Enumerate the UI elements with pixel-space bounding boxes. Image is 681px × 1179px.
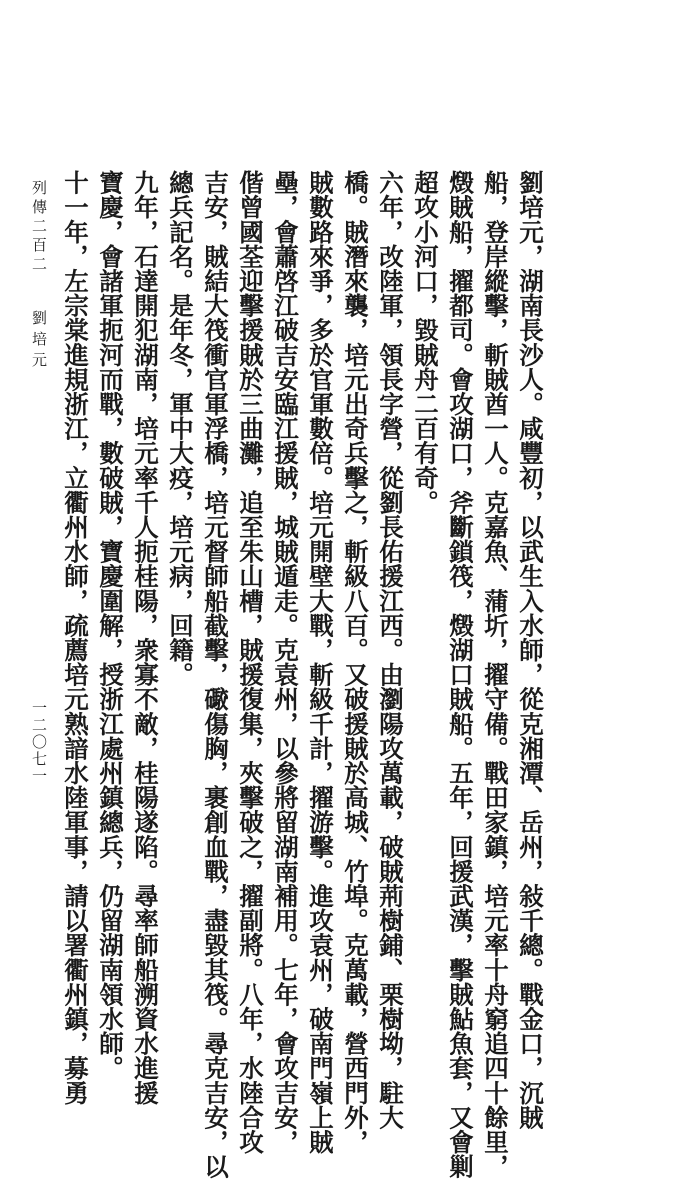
text-column-10: 吉安，賊結大筏衝官軍浮橋，培元督師船截擊，礮傷胸，裹創血戰，盡毀其筏。尋克吉安，以	[201, 170, 230, 1179]
text-column-14: 十一年，左宗棠進規浙江，立衢州水師，疏薦培元熟諳水陸軍事，請以署衢州鎮，募勇	[61, 170, 90, 1105]
text-column-11: 總兵記名。是年冬，軍中大疫，培元病，回籍。	[166, 170, 195, 687]
text-column-9: 偕曾國荃迎擊援賊於三曲灘，追至朱山槽，賊援復集，夾擊破之，擢副將。八年，水陸合攻	[236, 170, 265, 1154]
text-column-7: 賊數路來爭，多於官軍數倍。培元開壁大戰，斬級千計，擢游擊。進攻袁州，破南門嶺上賊	[306, 170, 335, 1154]
text-column-5: 六年，改陸軍，領長字營，從劉長佑援江西。由瀏陽攻萬載，破賊荊樹鋪、栗樹坳，駐大	[376, 170, 405, 1130]
text-column-8: 壘，會蕭啓江破吉安臨江援賊，城賊遁走。克袁州，以參將留湖南補用。七年，會攻吉安，	[271, 170, 300, 1154]
text-column-12: 九年，石達開犯湖南，培元率千人扼桂陽，衆寡不敵，桂陽遂陷。尋率師船溯資水進援	[131, 170, 160, 1105]
page-number: 一二〇七一	[30, 700, 48, 785]
text-column-2: 船，登岸縱擊，斬賊酋一人。克嘉魚、蒲圻，擢守備。戰田家鎮，培元率十舟窮追四十餘里，	[481, 170, 510, 1179]
text-column-1: 劉培元，湖南長沙人。咸豐初，以武生入水師，從克湘潭、岳州，敍千總。戰金口，沉賊	[516, 170, 545, 1130]
text-column-3: 燬賊船，擢都司。會攻湖口，斧斷鎖筏，燬湖口賊船。五年，回援武漢，擊賊鮎魚套，又會剿	[446, 170, 475, 1179]
running-head-section: 列傳二百二	[30, 180, 48, 275]
text-column-13: 寶慶，會諸軍扼河而戰，數破賊，寶慶圍解，授浙江處州鎮總兵，仍留湖南領水師。	[96, 170, 125, 1081]
text-column-6: 橋。賊潛來襲，培元出奇兵擊之，斬級八百。又破援賊於高城、竹埠。克萬載，營西門外，	[341, 170, 370, 1154]
text-column-4: 超攻小河口，毀賊舟二百有奇。	[411, 170, 440, 515]
running-head-person: 劉培元	[30, 310, 48, 373]
